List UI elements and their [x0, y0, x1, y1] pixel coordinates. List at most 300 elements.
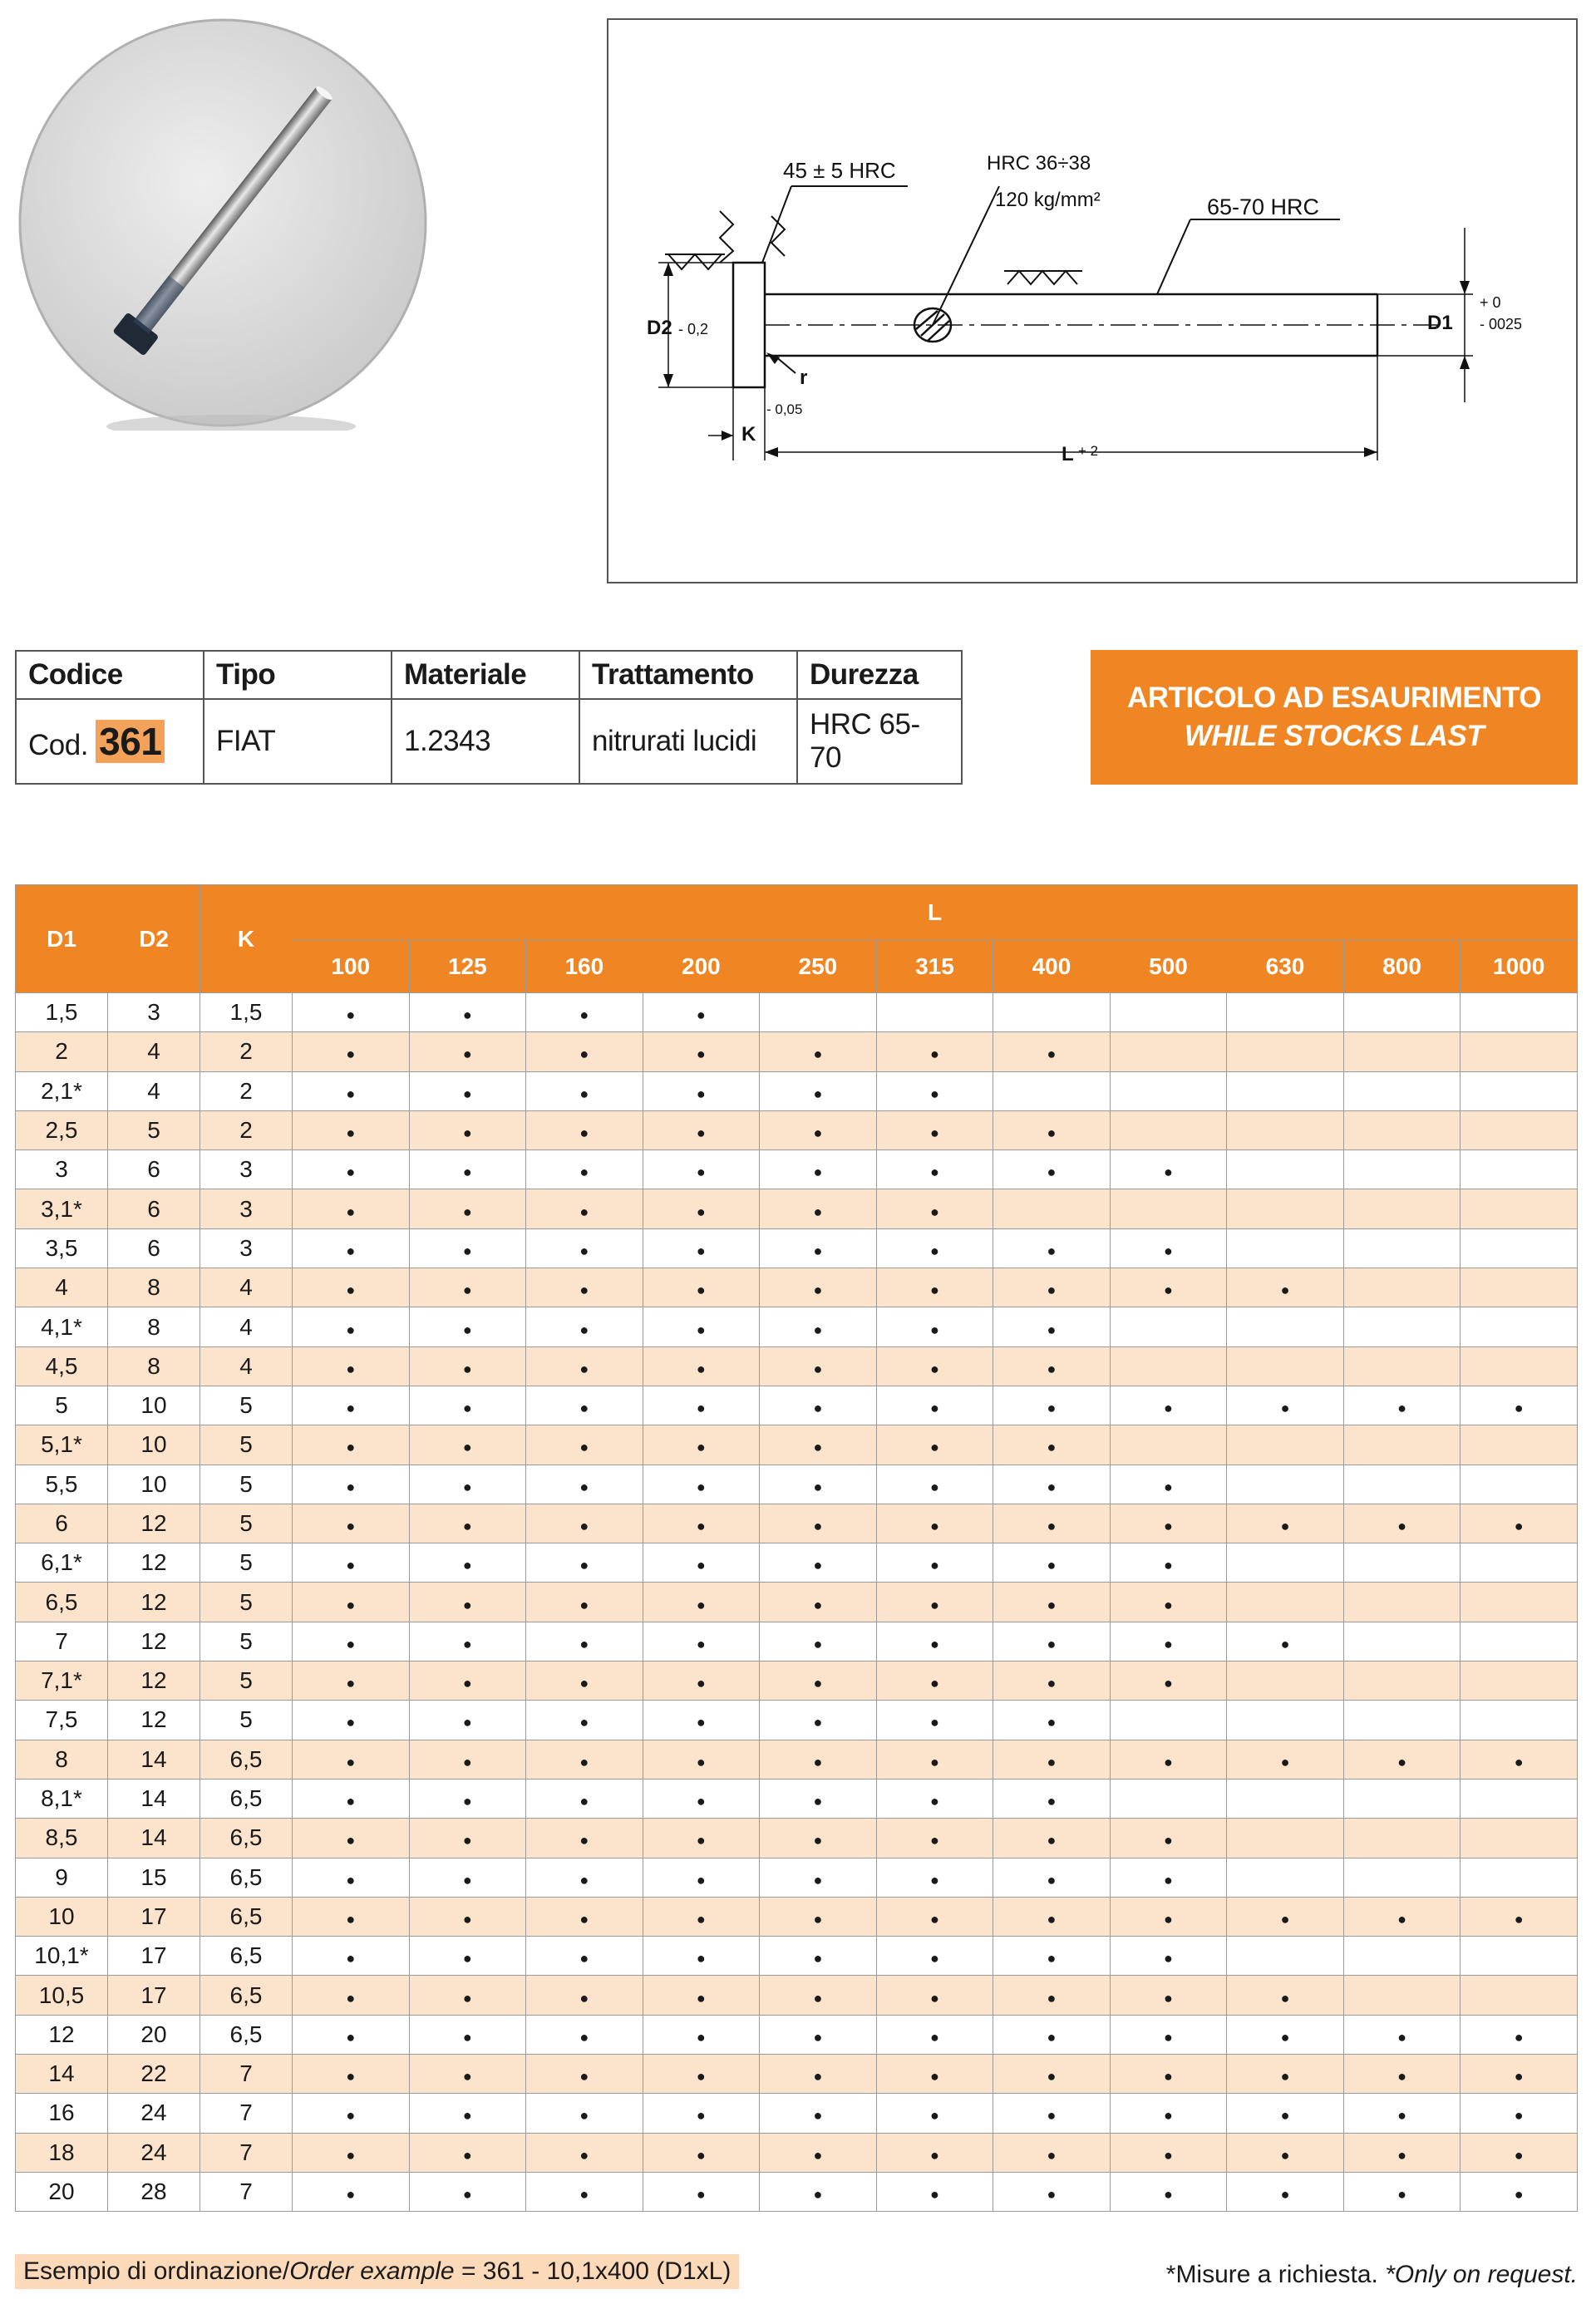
spec-code	[16, 699, 204, 784]
cell-d2: 4	[108, 1032, 200, 1071]
technical-drawing	[607, 18, 1578, 583]
availability-empty	[1461, 1465, 1578, 1504]
availability-dot	[1110, 2094, 1227, 2133]
availability-dot	[1227, 2055, 1344, 2094]
availability-dot	[1110, 1622, 1227, 1661]
availability-dot	[876, 1504, 993, 1543]
availability-empty	[1227, 1701, 1344, 1740]
availability-dot	[526, 1386, 643, 1425]
availability-dot	[760, 1701, 877, 1740]
availability-dot	[876, 1189, 993, 1228]
availability-dot	[876, 1465, 993, 1504]
length-header: 400	[993, 941, 1111, 993]
spec-durezza: HRC 65-70	[797, 699, 962, 784]
availability-empty	[1110, 1346, 1227, 1386]
availability-dot	[293, 1897, 410, 1936]
table-row	[16, 1425, 1578, 1465]
availability-dot	[1110, 1543, 1227, 1583]
availability-dot	[293, 1583, 410, 1622]
availability-empty	[1227, 1543, 1344, 1583]
availability-dot	[993, 1622, 1111, 1661]
availability-dot	[293, 993, 410, 1032]
availability-empty	[1343, 1622, 1461, 1661]
availability-empty	[1227, 1307, 1344, 1346]
availability-dot	[1110, 1150, 1227, 1189]
availability-dot	[293, 1150, 410, 1189]
availability-dot	[293, 1425, 410, 1465]
availability-dot	[993, 2094, 1111, 2133]
cell-d2: 17	[108, 1937, 200, 1976]
availability-dot	[876, 1228, 993, 1268]
product-photo	[15, 15, 431, 431]
availability-dot	[876, 1543, 993, 1583]
availability-empty	[1110, 1110, 1227, 1150]
availability-dot	[993, 1307, 1111, 1346]
availability-dot	[1227, 2172, 1344, 2211]
cell-k: 7	[200, 2133, 293, 2172]
availability-dot	[293, 1701, 410, 1740]
availability-dot	[526, 1032, 643, 1071]
availability-dot	[1343, 2172, 1461, 2211]
header-d2: D2	[108, 885, 200, 993]
availability-dot	[1110, 1386, 1227, 1425]
spec-tipo: FIAT	[204, 699, 392, 784]
availability-dot	[643, 1622, 760, 1661]
availability-empty	[1461, 1189, 1578, 1228]
availability-dot	[526, 1110, 643, 1150]
availability-dot	[1343, 2055, 1461, 2094]
availability-empty	[1343, 1228, 1461, 1268]
availability-dot	[643, 1071, 760, 1110]
availability-dot	[409, 1543, 526, 1583]
availability-empty	[1227, 1937, 1344, 1976]
availability-dot	[1110, 1228, 1227, 1268]
cell-d2: 14	[108, 1779, 200, 1818]
banner-line-it: ARTICOLO AD ESAURIMENTO	[1127, 682, 1541, 714]
availability-dot	[293, 1307, 410, 1346]
cell-k: 5	[200, 1425, 293, 1465]
availability-dot	[643, 1425, 760, 1465]
table-row	[16, 1779, 1578, 1818]
availability-dot	[1461, 1504, 1578, 1543]
cell-k: 6,5	[200, 2015, 293, 2054]
availability-dot	[760, 1858, 877, 1897]
cell-d1: 18	[16, 2133, 108, 2172]
cell-k: 5	[200, 1543, 293, 1583]
availability-dot	[876, 1622, 993, 1661]
availability-dot	[876, 1937, 993, 1976]
availability-dot	[1110, 2172, 1227, 2211]
cell-d1: 2,5	[16, 1110, 108, 1150]
label-hardness-head: 45 ± 5 HRC	[783, 158, 896, 183]
cell-d1: 7	[16, 1622, 108, 1661]
availability-dot	[526, 1740, 643, 1779]
availability-dot	[643, 1504, 760, 1543]
availability-dot	[293, 1976, 410, 2015]
availability-empty	[1110, 1779, 1227, 1818]
length-header: 100	[293, 941, 410, 993]
availability-dot	[760, 1897, 877, 1936]
availability-empty	[1343, 1150, 1461, 1189]
availability-dot	[1461, 1740, 1578, 1779]
availability-empty	[1343, 1032, 1461, 1071]
banner-line-en: WHILE STOCKS LAST	[1184, 720, 1485, 752]
availability-dot	[526, 1425, 643, 1465]
availability-dot	[1110, 2133, 1227, 2172]
cell-k: 7	[200, 2055, 293, 2094]
availability-dot	[760, 1150, 877, 1189]
availability-dot	[876, 1819, 993, 1858]
availability-dot	[293, 2094, 410, 2133]
availability-dot	[993, 1032, 1111, 1071]
cell-d1: 3,1*	[16, 1189, 108, 1228]
availability-dot	[409, 1032, 526, 1071]
availability-empty	[1343, 1701, 1461, 1740]
availability-empty	[1227, 1465, 1344, 1504]
availability-dot	[993, 1110, 1111, 1150]
availability-dot	[409, 1858, 526, 1897]
availability-dot	[526, 993, 643, 1032]
availability-dot	[1110, 2055, 1227, 2094]
table-row	[16, 2094, 1578, 2133]
availability-empty	[993, 1071, 1111, 1110]
availability-dot	[876, 1779, 993, 1818]
cell-k: 3	[200, 1150, 293, 1189]
cell-k: 2	[200, 1032, 293, 1071]
availability-dot	[993, 1504, 1111, 1543]
availability-dot	[1110, 1661, 1227, 1701]
spec-materiale: 1.2343	[392, 699, 579, 784]
availability-dot	[1343, 2015, 1461, 2054]
availability-dot	[760, 2015, 877, 2054]
availability-dot	[1461, 2133, 1578, 2172]
availability-empty	[1343, 993, 1461, 1032]
availability-dot	[993, 1779, 1111, 1818]
availability-dot	[643, 1307, 760, 1346]
availability-dot	[643, 2015, 760, 2054]
availability-dot	[760, 1779, 877, 1818]
availability-dot	[1227, 1897, 1344, 1936]
availability-dot	[526, 1071, 643, 1110]
availability-dot	[643, 1661, 760, 1701]
availability-dot	[293, 1032, 410, 1071]
table-row	[16, 2133, 1578, 2172]
availability-dot	[409, 1937, 526, 1976]
availability-dot	[643, 1543, 760, 1583]
availability-empty	[1461, 1346, 1578, 1386]
cell-d1: 14	[16, 2055, 108, 2094]
availability-empty	[1343, 1583, 1461, 1622]
availability-dot	[993, 1858, 1111, 1897]
availability-dot	[993, 1346, 1111, 1386]
availability-dot	[993, 1819, 1111, 1858]
availability-dot	[1227, 1622, 1344, 1661]
availability-dot	[293, 1346, 410, 1386]
cell-k: 7	[200, 2172, 293, 2211]
table-row	[16, 1543, 1578, 1583]
availability-empty	[1343, 1937, 1461, 1976]
cell-k: 6,5	[200, 1740, 293, 1779]
cell-d2: 22	[108, 2055, 200, 2094]
table-row	[16, 1819, 1578, 1858]
availability-dot	[409, 2094, 526, 2133]
cell-d1: 6,1*	[16, 1543, 108, 1583]
length-header: 250	[760, 941, 877, 993]
cell-d2: 28	[108, 2172, 200, 2211]
availability-empty	[1343, 1661, 1461, 1701]
availability-dot	[1343, 2133, 1461, 2172]
cell-k: 1,5	[200, 993, 293, 1032]
cell-k: 3	[200, 1189, 293, 1228]
cell-d1: 2,1*	[16, 1071, 108, 1110]
cell-d2: 10	[108, 1465, 200, 1504]
availability-dot	[526, 1622, 643, 1661]
availability-dot	[293, 1819, 410, 1858]
cell-d2: 6	[108, 1228, 200, 1268]
availability-dot	[1110, 1465, 1227, 1504]
availability-dot	[1110, 1504, 1227, 1543]
availability-dot	[876, 1386, 993, 1425]
availability-dot	[876, 2133, 993, 2172]
cell-k: 5	[200, 1386, 293, 1425]
availability-dot	[760, 1386, 877, 1425]
cell-d2: 4	[108, 1071, 200, 1110]
availability-dot	[760, 1071, 877, 1110]
availability-dot	[409, 1425, 526, 1465]
availability-dot	[293, 1189, 410, 1228]
availability-dot	[643, 1386, 760, 1425]
availability-dot	[876, 1858, 993, 1897]
availability-dot	[526, 2015, 643, 2054]
availability-dot	[526, 1268, 643, 1307]
availability-dot	[293, 1504, 410, 1543]
availability-dot	[993, 1740, 1111, 1779]
availability-dot	[293, 1858, 410, 1897]
availability-dot	[526, 1189, 643, 1228]
cell-k: 5	[200, 1583, 293, 1622]
cell-d2: 14	[108, 1740, 200, 1779]
availability-empty	[1110, 1307, 1227, 1346]
availability-dot	[526, 1307, 643, 1346]
cell-k: 6,5	[200, 1779, 293, 1818]
availability-dot	[1110, 2015, 1227, 2054]
availability-empty	[1227, 1110, 1344, 1150]
availability-dot	[526, 1937, 643, 1976]
availability-dot	[760, 1976, 877, 2015]
availability-empty	[1227, 1346, 1344, 1386]
availability-empty	[1110, 1032, 1227, 1071]
availability-dot	[643, 993, 760, 1032]
availability-dot	[409, 1307, 526, 1346]
availability-dot	[526, 1661, 643, 1701]
availability-dot	[1461, 2015, 1578, 2054]
availability-dot	[293, 2015, 410, 2054]
availability-empty	[1461, 1819, 1578, 1858]
availability-empty	[1461, 993, 1578, 1032]
length-header: 160	[526, 941, 643, 993]
spec-header-materiale: Materiale	[392, 651, 579, 699]
cell-d2: 12	[108, 1543, 200, 1583]
cell-k: 2	[200, 1071, 293, 1110]
availability-dot	[643, 1150, 760, 1189]
availability-dot	[760, 1110, 877, 1150]
availability-dot	[293, 2172, 410, 2211]
cell-d1: 7,5	[16, 1701, 108, 1740]
availability-empty	[1343, 1819, 1461, 1858]
availability-dot	[1227, 2094, 1344, 2133]
cell-d1: 12	[16, 2015, 108, 2054]
availability-dot	[293, 1228, 410, 1268]
table-row	[16, 1110, 1578, 1150]
availability-dot	[409, 1661, 526, 1701]
cell-d1: 7,1*	[16, 1661, 108, 1701]
availability-empty	[1461, 1268, 1578, 1307]
availability-dot	[643, 2055, 760, 2094]
spec-header-codice: Codice	[16, 651, 204, 699]
cell-d1: 8,1*	[16, 1779, 108, 1818]
availability-dot	[993, 2015, 1111, 2054]
availability-dot	[409, 1701, 526, 1740]
availability-empty	[1227, 1228, 1344, 1268]
table-row	[16, 1661, 1578, 1701]
availability-dot	[293, 1622, 410, 1661]
availability-dot	[526, 1976, 643, 2015]
cell-d2: 6	[108, 1150, 200, 1189]
label-d1-tol-plus: + 0	[1480, 294, 1501, 311]
availability-dot	[1110, 1740, 1227, 1779]
availability-dot	[526, 2055, 643, 2094]
table-row	[16, 1622, 1578, 1661]
availability-dot	[643, 1346, 760, 1386]
cell-d1: 16	[16, 2094, 108, 2133]
availability-dot	[293, 1543, 410, 1583]
availability-dot	[643, 2172, 760, 2211]
order-example-en: Order example	[289, 2257, 455, 2285]
label-d2-tol: - 0,2	[678, 321, 709, 337]
cell-d2: 3	[108, 993, 200, 1032]
code-number: 361	[96, 720, 165, 763]
cell-k: 4	[200, 1346, 293, 1386]
availability-dot	[876, 2055, 993, 2094]
table-row	[16, 2015, 1578, 2054]
availability-dot	[643, 1937, 760, 1976]
cell-k: 6,5	[200, 1976, 293, 2015]
availability-dot	[293, 1779, 410, 1818]
availability-dot	[1227, 1740, 1344, 1779]
availability-empty	[1227, 1425, 1344, 1465]
availability-dot	[760, 1583, 877, 1622]
availability-dot	[993, 1268, 1111, 1307]
cell-d2: 10	[108, 1425, 200, 1465]
availability-dot	[409, 1189, 526, 1228]
header-k: K	[200, 885, 293, 993]
availability-empty	[1110, 1189, 1227, 1228]
availability-dot	[876, 1976, 993, 2015]
availability-dot	[993, 1150, 1111, 1189]
cell-k: 5	[200, 1622, 293, 1661]
availability-empty	[1343, 1071, 1461, 1110]
availability-dot	[526, 1583, 643, 1622]
availability-dot	[993, 2055, 1111, 2094]
label-k: K	[741, 423, 756, 446]
cell-d1: 8,5	[16, 1819, 108, 1858]
stock-banner	[1091, 650, 1578, 785]
table-row	[16, 1937, 1578, 1976]
availability-dot	[526, 2133, 643, 2172]
availability-dot	[876, 1071, 993, 1110]
availability-dot	[876, 1701, 993, 1740]
availability-dot	[526, 1701, 643, 1740]
availability-dot	[760, 1937, 877, 1976]
table-row	[16, 1150, 1578, 1189]
cell-k: 7	[200, 2094, 293, 2133]
availability-dot	[760, 1189, 877, 1228]
availability-dot	[760, 1819, 877, 1858]
availability-dot	[643, 1701, 760, 1740]
availability-empty	[1461, 1779, 1578, 1818]
table-row	[16, 993, 1578, 1032]
availability-dot	[1110, 1858, 1227, 1897]
availability-dot	[1461, 1897, 1578, 1936]
label-radius: r	[800, 367, 808, 389]
availability-empty	[1227, 1779, 1344, 1818]
availability-dot	[1461, 2055, 1578, 2094]
label-d1-tol-minus: - 0025	[1480, 316, 1523, 332]
label-d1: D1	[1427, 312, 1453, 334]
availability-dot	[643, 1268, 760, 1307]
availability-dot	[760, 1425, 877, 1465]
availability-dot	[293, 2133, 410, 2172]
availability-empty	[1343, 1307, 1461, 1346]
table-row	[16, 1032, 1578, 1071]
table-row	[16, 1740, 1578, 1779]
availability-empty	[1343, 1268, 1461, 1307]
availability-dot	[876, 1110, 993, 1150]
table-row	[16, 2172, 1578, 2211]
availability-dot	[876, 1425, 993, 1465]
availability-dot	[993, 2172, 1111, 2211]
cell-d1: 2	[16, 1032, 108, 1071]
availability-empty	[1227, 993, 1344, 1032]
availability-dot	[1461, 1386, 1578, 1425]
availability-dot	[876, 1346, 993, 1386]
availability-dot	[409, 1110, 526, 1150]
availability-dot	[1343, 1504, 1461, 1543]
spec-trattamento: nitrurati lucidi	[579, 699, 797, 784]
label-d2: D2	[647, 317, 672, 339]
availability-empty	[1227, 1583, 1344, 1622]
order-example	[15, 2254, 739, 2289]
availability-dot	[760, 1307, 877, 1346]
availability-dot	[526, 1228, 643, 1268]
cell-d1: 10,5	[16, 1976, 108, 2015]
availability-dot	[643, 1740, 760, 1779]
availability-dot	[1110, 1583, 1227, 1622]
table-row	[16, 1346, 1578, 1386]
availability-empty	[760, 993, 877, 1032]
availability-dot	[409, 1583, 526, 1622]
order-example-it: Esempio di ordinazione/	[23, 2257, 290, 2285]
availability-dot	[526, 1858, 643, 1897]
cell-k: 3	[200, 1228, 293, 1268]
availability-dot	[993, 1937, 1111, 1976]
request-note	[1166, 2261, 1578, 2289]
length-header: 1000	[1461, 941, 1578, 993]
availability-empty	[1343, 1543, 1461, 1583]
availability-empty	[1227, 1071, 1344, 1110]
request-note-it: *Misure a richiesta.	[1165, 2261, 1386, 2288]
availability-dot	[409, 1622, 526, 1661]
